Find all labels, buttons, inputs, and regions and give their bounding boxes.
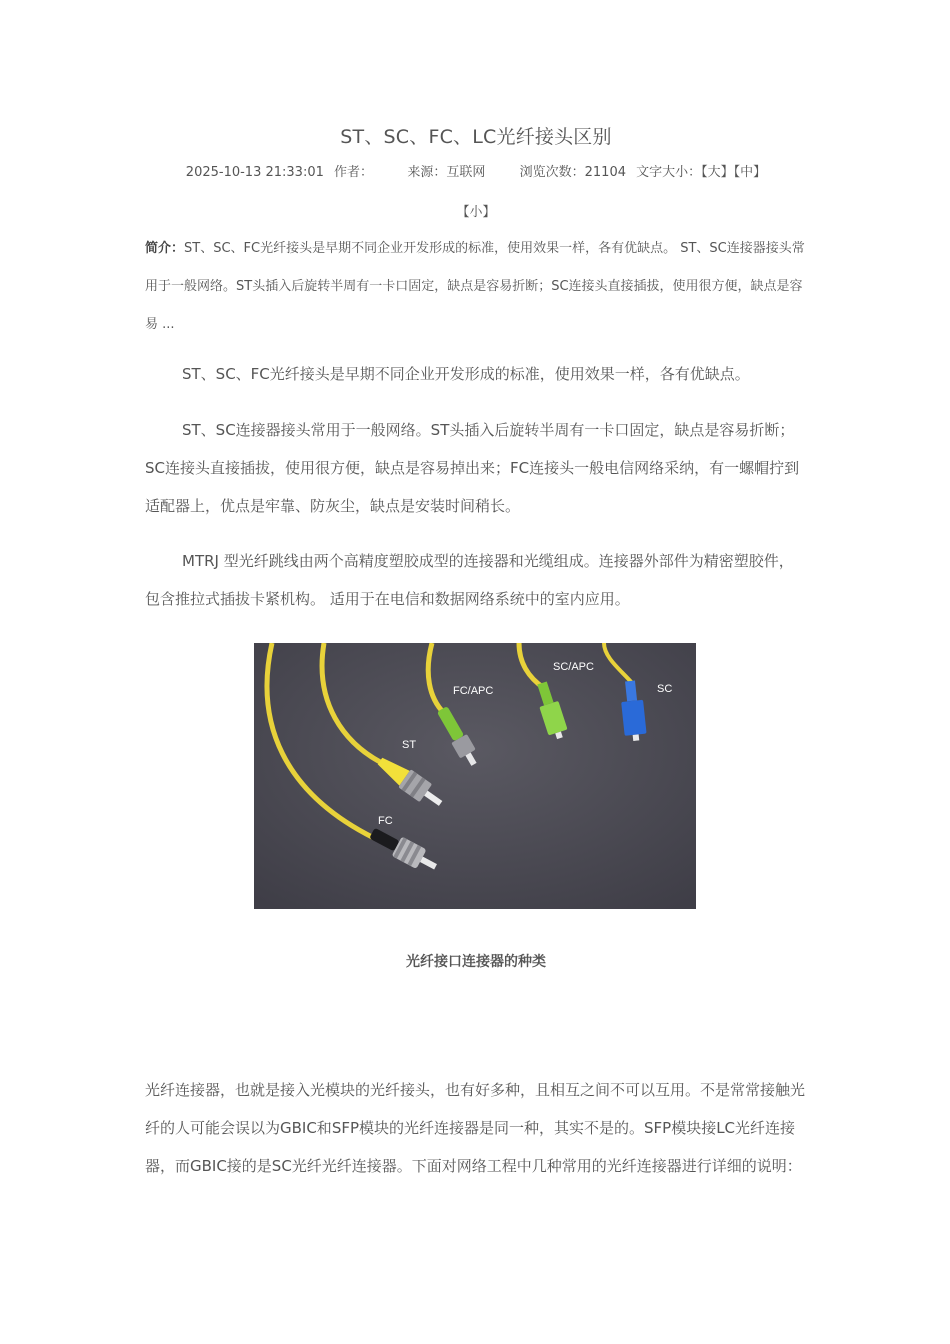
views-label: 浏览次数： xyxy=(519,165,585,180)
source-value: 互联网 xyxy=(446,165,486,180)
summary-text: ST、SC、FC光纤接头是早期不同企业开发形成的标准，使用效果一样，各有优缺点。 ST、SC连接器接头常用于一般网络。ST头插入后旋转半周有一卡口固定，缺点是容易折断；SC连接头直接插拔，使用很方便，缺点是容易 ... xyxy=(145,241,805,332)
photo-label-sc: SC xyxy=(657,683,673,695)
photo-caption: 光纤接口连接器的种类 xyxy=(406,954,546,970)
photo-label-sc-apc: SC/APC xyxy=(553,661,594,673)
author-label: 作者： xyxy=(334,165,374,180)
font-size-label: 文字大小： xyxy=(636,165,702,180)
article-meta-line2 xyxy=(145,201,807,220)
paragraph-2: ST、SC连接器接头常用于一般网络。ST头插入后旋转半周有一卡口固定，缺点是容易折断；SC连接头直接插拔，使用很方便，缺点是容易掉出来；FC连接头一般电信网络采纳，有一螺帽拧到适配器上，优点是牢靠、防灰尘，缺点是安装时间稍长。 xyxy=(145,421,800,515)
font-size-large-link[interactable]: 【大】 xyxy=(701,165,734,180)
paragraph-1: ST、SC、FC光纤接头是早期不同企业开发形成的标准，使用效果一样，各有优缺点。 xyxy=(182,365,750,383)
page-title: ST、SC、FC、LC光纤接头区别 xyxy=(340,126,612,148)
article-meta xyxy=(145,163,807,183)
publish-date: 2025-10-13 21:33:01 xyxy=(185,165,324,180)
views-count: 21104 xyxy=(584,165,626,180)
summary-label: 简介： xyxy=(145,241,185,256)
photo-label-st: ST xyxy=(402,739,417,751)
photo-label-fc: FC xyxy=(378,815,393,827)
article-summary xyxy=(145,230,807,344)
font-size-small-link[interactable]: 【小】 xyxy=(456,205,496,220)
font-size-medium-link[interactable]: 【中】 xyxy=(733,165,767,180)
paragraph-3: MTRJ 型光纤跳线由两个高精度塑胶成型的连接器和光缆组成。连接器外部件为精密塑胶件，包含推拉式插拔卡紧机构。 适用于在电信和数据网络系统中的室内应用。 xyxy=(145,552,794,608)
photo-label-fc-apc: FC/APC xyxy=(453,685,494,697)
source-label: 来源： xyxy=(407,165,447,180)
paragraph-4: 光纤连接器，也就是接入光模块的光纤接头，也有好多种，且相互之间不可以互用。不是常常接触光纤的人可能会误以为GBIC和SFP模块的光纤连接器是同一种，其实不是的。SFP模块接LC光纤连接器，而GBIC接的是SC光纤光纤连接器。下面对网络工程中几种常用的光纤连接器进行详细的说明： xyxy=(145,1081,806,1175)
fiber-connectors-photo xyxy=(254,643,696,909)
